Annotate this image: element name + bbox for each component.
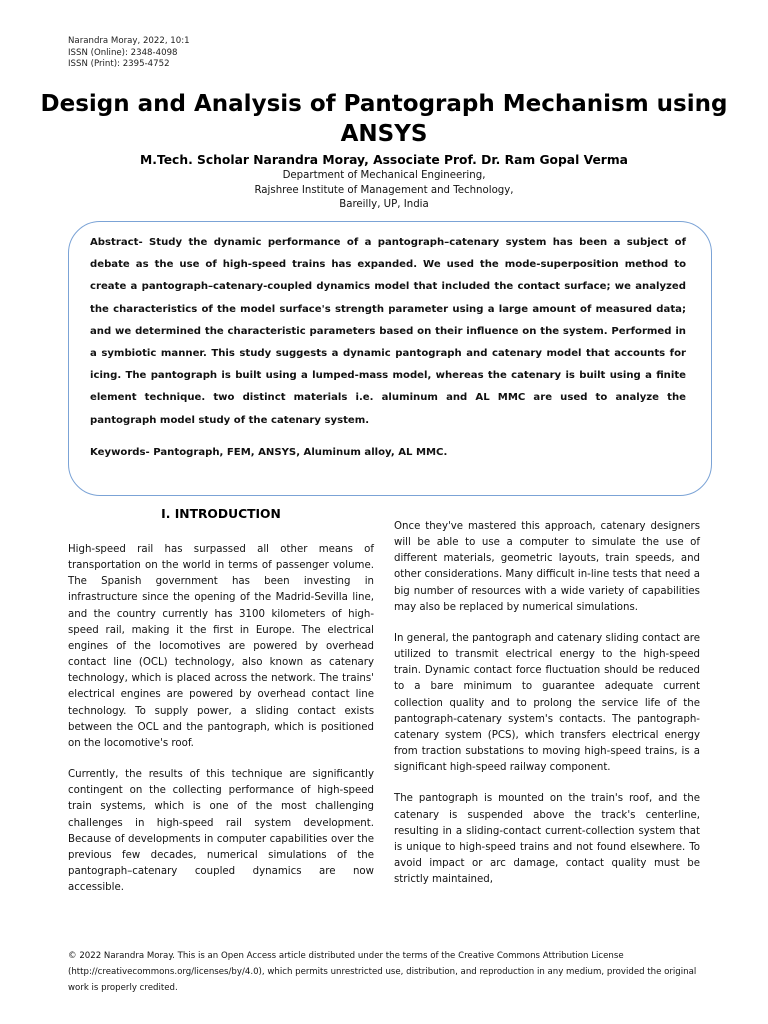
issn-online: ISSN (Online): 2348-4098 <box>68 47 178 58</box>
keywords: Keywords- Pantograph, FEM, ANSYS, Aluminum alloy, AL MMC. <box>90 447 448 458</box>
affiliation <box>0 169 768 213</box>
license-footer: © 2022 Narandra Moray. This is an Open Access article distributed under the terms of the Creative Commons Attribution License (http://creativecommons.org/licenses/by/4.0), which permits unrestricted use, distribution, and reproduction in any medium, provided the original work is properly credited. <box>68 951 697 993</box>
institute: Rajshree Institute of Management and Technology, <box>254 184 514 196</box>
paragraph: In general, the pantograph and catenary sliding contact are utilized to transmit electrical energy to the high-speed train. Dynamic contact force fluctuation should be reduced to a bare minimum to guarantee adequate current collection quality and to prolong the service life of the pantograph-catenary system's contacts. The pantograph-catenary system (PCS), which transfers electrical energy from traction substations to moving high-speed trains, is a significant high-speed railway component. <box>394 632 700 774</box>
left-column <box>68 505 374 911</box>
paragraph: Once they've mastered this approach, catenary designers will be able to use a computer to simulate the use of different materials, geometric layouts, train speeds, and other considerations. Many difficult in-line tests that need a big number of resources with a wide variety of capabilities may also be replaced by numerical simulations. <box>394 521 700 613</box>
paper-title: Design and Analysis of Pantograph Mechanism using ANSYS <box>40 91 728 147</box>
right-column <box>394 519 700 903</box>
paragraph: Currently, the results of this technique are significantly contingent on the collecting performance of high-speed train systems, which is one of the most challenging challenges in high-speed rail system development. Because of developments in computer capabilities over the previous few decades, numerical simulations of the pantograph–catenary coupled dynamics are now accessible. <box>68 769 374 894</box>
issn-print: ISSN (Print): 2395-4752 <box>68 59 170 69</box>
journal-meta <box>68 36 190 71</box>
paragraph: High-speed rail has surpassed all other means of transportation on the world in terms of passenger volume. The Spanish government has been investing in infrastructure since the opening of the Madrid-Sevilla line, and the country currently has 3100 kilometers of high-speed rail, making it the first in Europe. The electrical engines of the locomotives are powered by overhead contact line (OCL) technology, also known as catenary technology, which is placed across the network. The trains' electrical engines are powered by overhead contact line technology. To supply power, a sliding contact exists between the OCL and the pantograph, which is positioned on the locomotive's roof. <box>68 544 374 749</box>
citation: Narandra Moray, 2022, 10:1 <box>68 36 190 46</box>
authors: M.Tech. Scholar Narandra Moray, Associate Prof. Dr. Ram Gopal Verma <box>140 153 628 167</box>
location: Bareilly, UP, India <box>339 199 429 210</box>
department: Department of Mechanical Engineering, <box>282 170 486 181</box>
section-heading-introduction: I. INTRODUCTION <box>161 507 281 521</box>
paragraph: The pantograph is mounted on the train's roof, and the catenary is suspended above the track's centerline, resulting in a sliding-contact current-collection system that is unique to high-speed trains and not found elsewhere. To avoid impact or arc damage, contact quality must be strictly maintained, <box>394 793 700 886</box>
abstract-text: Abstract- Study the dynamic performance of a pantograph–catenary system has been a subject of debate as the use of high-speed trains has expanded. We used the mode-superposition method to create a pantograph–catenary-coupled dynamics model that included the contact surface; we analyzed the characteristics of the model surface's strength parameter using a large amount of measured data; and we determined the characteristic parameters based on their influence on the system. Performed in a symbiotic manner. This study suggests a dynamic pantograph and catenary model that accounts for icing. The pantograph is built using a lumped-mass model, whereas the catenary is built using a finite element technique. two distinct materials i.e. aluminum and AL MMC are used to analyze the pantograph model study of the catenary system. <box>90 237 686 426</box>
